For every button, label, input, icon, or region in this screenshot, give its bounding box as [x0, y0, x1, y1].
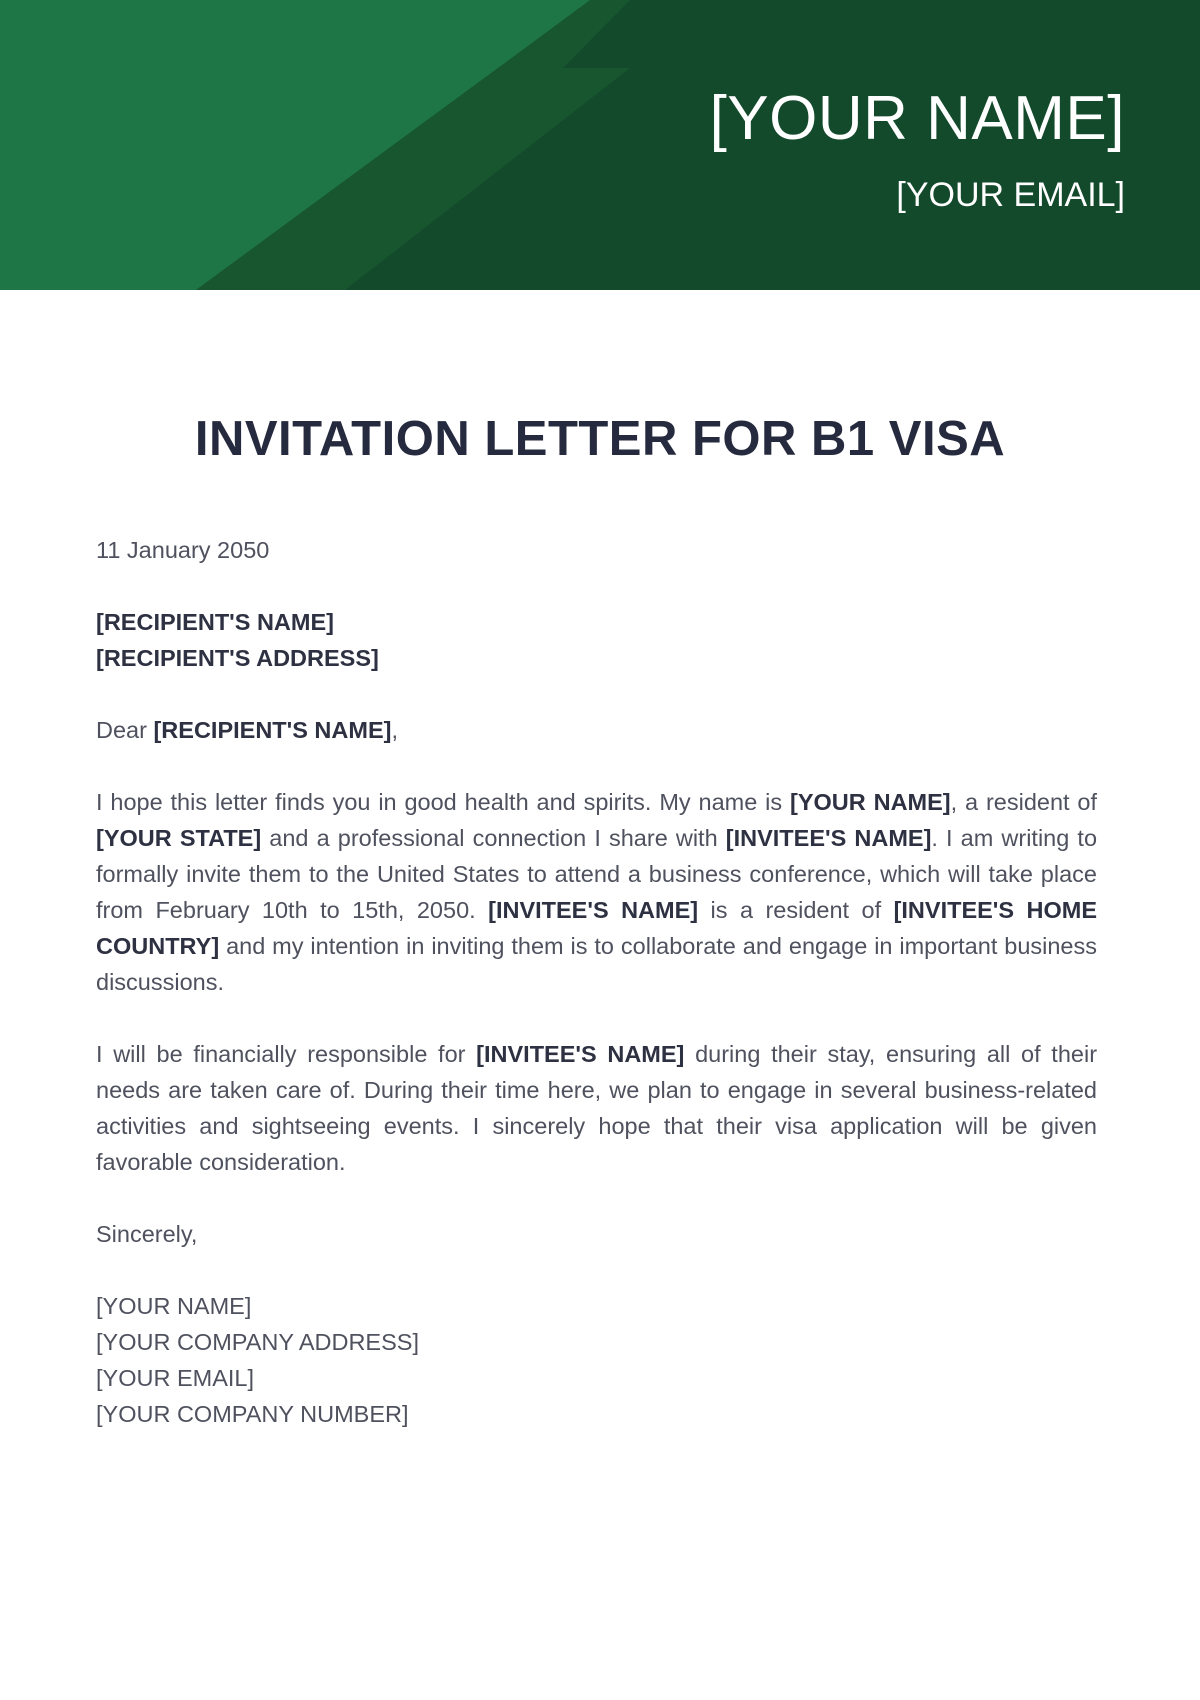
p1-invitee-name: [INVITEE'S NAME]: [725, 825, 932, 851]
p1-text-6: and my intention in inviting them is to collaborate and engage in important business discussions.: [96, 933, 1097, 995]
letter-date: 11 January 2050: [96, 537, 270, 563]
paragraph-intro: [96, 784, 1097, 1000]
p1-text-4: . I am writing to formally invite them to the United States to attend a business conference, which will take place from February 10th to 15th, 2050.: [96, 825, 1098, 923]
p1-text-1: I hope this letter finds you in good health and spirits. My name is: [96, 789, 783, 815]
salutation: [96, 712, 1097, 748]
signature-name: [YOUR NAME]: [96, 1293, 252, 1319]
p1-text-2: , a resident of: [950, 789, 1098, 815]
closing: Sincerely,: [96, 1221, 198, 1247]
signature-email: [YOUR EMAIL]: [96, 1365, 255, 1391]
salutation-suffix: ,: [391, 717, 398, 743]
p2-text-1: I will be financially responsible for: [96, 1041, 466, 1067]
recipient-name: [96, 604, 1097, 640]
header-email: [YOUR EMAIL]: [896, 176, 1125, 214]
p2-text-2: during their stay, ensuring all of their needs are taken care of. During their time here, we plan to engage in several business-related activities and sightseeing events. I sincerely hope that their visa application will be given favorable consideration.: [96, 1041, 1098, 1175]
header-name: [YOUR NAME]: [709, 84, 1125, 153]
signature-number: [YOUR COMPANY NUMBER]: [96, 1401, 409, 1427]
p2-invitee-name: [INVITEE'S NAME]: [476, 1041, 685, 1067]
p1-invitee-country: [INVITEE'S HOME COUNTRY]: [96, 897, 1098, 959]
p1-your-name: [YOUR NAME]: [790, 789, 951, 815]
p1-invitee-name-2: [INVITEE'S NAME]: [488, 897, 699, 923]
recipient-address: [96, 640, 1097, 676]
letter-body: [96, 532, 1097, 1432]
salutation-prefix: Dear: [96, 717, 147, 743]
recipient-address-text: [RECIPIENT'S ADDRESS]: [96, 645, 379, 671]
recipient-name-text: [RECIPIENT'S NAME]: [96, 609, 334, 635]
page-title: INVITATION LETTER FOR B1 VISA: [194, 412, 1006, 466]
p1-text-5: is a resident of: [710, 897, 882, 923]
salutation-name: [RECIPIENT'S NAME]: [153, 717, 392, 743]
p1-your-state: [YOUR STATE]: [96, 825, 262, 851]
p1-text-3: and a professional connection I share with: [269, 825, 718, 851]
signature-address: [YOUR COMPANY ADDRESS]: [96, 1329, 419, 1355]
paragraph-financial: [96, 1036, 1097, 1180]
header-banner: [0, 0, 1200, 290]
